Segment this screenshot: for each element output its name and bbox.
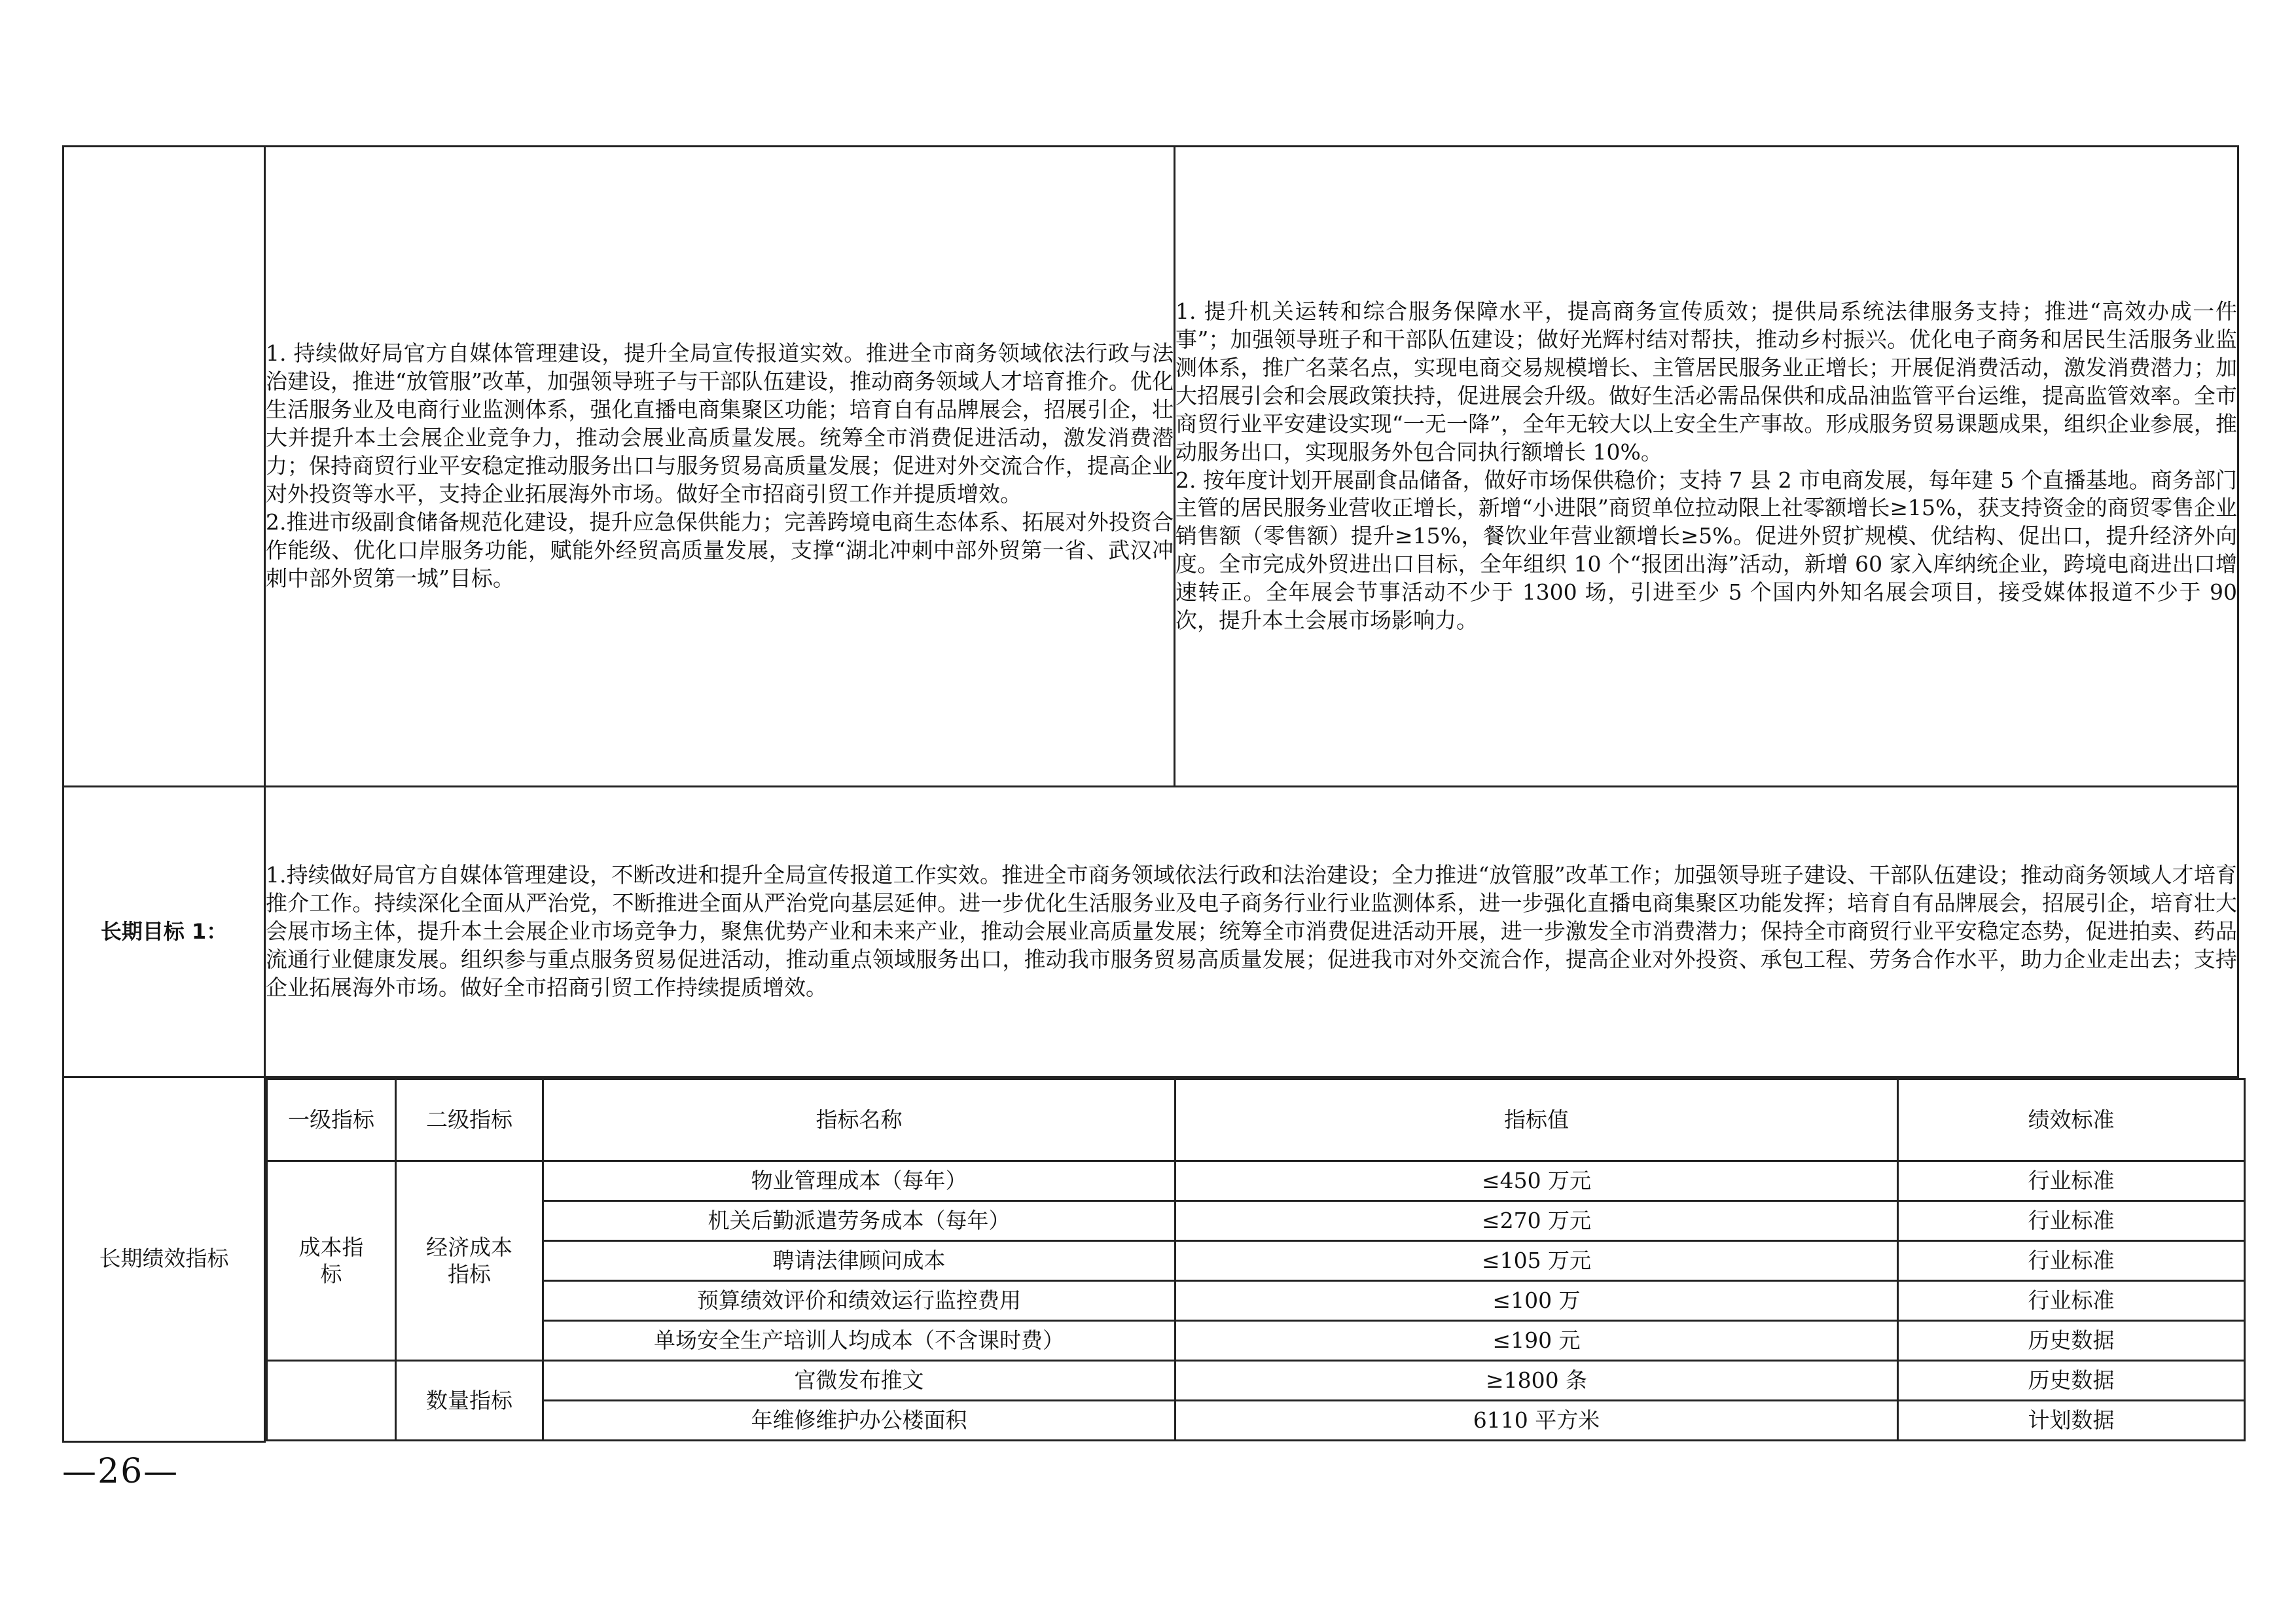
annual-goal-row xyxy=(63,147,2238,787)
quantity-level2-cell: 数量指标 xyxy=(396,1361,543,1441)
indicator-name: 机关后勤派遣劳务成本（每年） xyxy=(543,1201,1175,1241)
table-row xyxy=(267,1201,2245,1241)
indicator-table xyxy=(266,1078,2246,1441)
table-row xyxy=(267,1361,2245,1401)
header-name: 指标名称 xyxy=(543,1079,1175,1161)
indicator-name: 物业管理成本（每年） xyxy=(543,1161,1175,1201)
table-row xyxy=(267,1241,2245,1281)
header-level2: 二级指标 xyxy=(396,1079,543,1161)
indicator-value: ≤270 万元 xyxy=(1175,1201,1898,1241)
indicator-value: ≤105 万元 xyxy=(1175,1241,1898,1281)
table-row xyxy=(267,1321,2245,1361)
indicator-value: ≥1800 条 xyxy=(1175,1361,1898,1401)
header-level1: 一级指标 xyxy=(267,1079,396,1161)
performance-goal-table xyxy=(62,145,2239,1443)
annual-goal-right-paragraph-2: 2. 按年度计划开展副食品储备，做好市场保供稳价；支持 7 县 2 市电商发展，每年建 5 个直播基地。商务部门主管的居民服务业营收正增长，新增“小进限”商贸单位拉动限上社零额增长≥15%，获支持资金的商贸零售企业销售额（零售额）提升≥15%，餐饮业年营业额增长≥5%。促进外贸扩规模、优结构、促出口，提升经济外向度。全市完成外贸进出口目标，全年组织 10 个“报团出海”活动，新增 60 家入库纳统企业，跨境电商进出口增速转正。全年展会节事活动不少于 1300 场，引进至少 5 个国内外知名展会项目，接受媒体报道不少于 90 次，提升本土会展市场影响力。 xyxy=(1175,467,2237,633)
indicator-standard: 行业标准 xyxy=(1898,1201,2245,1241)
table-row xyxy=(267,1161,2245,1201)
long-term-goal-label: 长期目标 1： xyxy=(63,787,265,1077)
indicator-standard: 行业标准 xyxy=(1898,1241,2245,1281)
header-standard: 绩效标准 xyxy=(1898,1079,2245,1161)
indicator-name: 预算绩效评价和绩效运行监控费用 xyxy=(543,1281,1175,1321)
indicator-row xyxy=(63,1077,2238,1442)
annual-goal-left-paragraph-2: 2.推进市级副食储备规范化建设，提升应急保供能力；完善跨境电商生态体系、拓展对外投资合作能级、优化口岸服务功能，赋能外经贸高质量发展，支撑“湖北冲刺中部外贸第一省、武汉冲刺中部外贸第一城”目标。 xyxy=(266,509,1174,591)
indicator-standard: 行业标准 xyxy=(1898,1161,2245,1201)
indicator-value: ≤450 万元 xyxy=(1175,1161,1898,1201)
quantity-level1-cell xyxy=(267,1361,396,1441)
indicator-table-cell xyxy=(265,1077,2238,1442)
long-term-goal-row xyxy=(63,787,2238,1077)
table-row xyxy=(267,1281,2245,1321)
annual-goal-right-cell xyxy=(1175,147,2238,787)
long-term-indicator-label: 长期绩效指标 xyxy=(63,1077,265,1442)
indicator-name: 单场安全生产培训人均成本（不含课时费） xyxy=(543,1321,1175,1361)
indicator-standard: 历史数据 xyxy=(1898,1321,2245,1361)
annual-goal-right-paragraph-1: 1. 提升机关运转和综合服务保障水平，提高商务宣传质效；提供局系统法律服务支持；推进“高效办成一件事”；加强领导班子和干部队伍建设；做好光辉村结对帮扶，推动乡村振兴。优化电子商务和居民生活服务业监测体系，推广名菜名点，实现电商交易规模增长、主管居民服务业正增长；开展促消费活动，激发消费潜力；加大招展引会和会展政策扶持，促进展会升级。做好生活必需品保供和成品油监管平台运维，提高监管效率。全市商贸行业平安建设实现“一无一降”，全年无较大以上安全生产事故。形成服务贸易课题成果，组织企业参展，推动服务出口，实现服务外包合同执行额增长 10%。 xyxy=(1175,298,2237,465)
cost-level1-cell: 成本指标 xyxy=(267,1161,396,1361)
indicator-name: 官微发布推文 xyxy=(543,1361,1175,1401)
indicator-name: 年维修维护办公楼面积 xyxy=(543,1401,1175,1441)
indicator-value: ≤100 万 xyxy=(1175,1281,1898,1321)
indicator-value: 6110 平方米 xyxy=(1175,1401,1898,1441)
indicator-value: ≤190 元 xyxy=(1175,1321,1898,1361)
page-number: —26— xyxy=(62,1452,179,1491)
indicator-standard: 行业标准 xyxy=(1898,1281,2245,1321)
long-term-goal-text: 1.持续做好局官方自媒体管理建设，不断改进和提升全局宣传报道工作实效。推进全市商务领域依法行政和法治建设；全力推进“放管服”改革工作；加强领导班子建设、干部队伍建设；推动商务领域人才培育推介工作。持续深化全面从严治党，不断推进全面从严治党向基层延伸。进一步优化生活服务业及电子商务行业行业监测体系，进一步强化直播电商集聚区功能发挥；培育自有品牌展会，招展引企，培育壮大会展市场主体，提升本土会展企业市场竞争力，聚焦优势产业和未来产业，推动会展业高质量发展；统筹全市消费促进活动开展，进一步激发全市消费潜力；保持全市商贸行业平安稳定态势，促进拍卖、药品流通行业健康发展。组织参与重点服务贸易促进活动，推动重点领域服务出口，推动我市服务贸易高质量发展；促进我市对外交流合作，提高企业对外投资、承包工程、劳务合作水平，助力企业走出去；支持企业拓展海外市场。做好全市招商引贸工作持续提质增效。 xyxy=(265,787,2238,1077)
indicator-standard: 历史数据 xyxy=(1898,1361,2245,1401)
header-value: 指标值 xyxy=(1175,1079,1898,1161)
indicator-header-row xyxy=(267,1079,2245,1161)
cost-level2-cell: 经济成本指标 xyxy=(396,1161,543,1361)
annual-goal-left-paragraph-1: 1. 持续做好局官方自媒体管理建设，提升全局宣传报道实效。推进全市商务领域依法行政与法治建设，推进“放管服”改革，加强领导班子与干部队伍建设，推动商务领域人才培育推介。优化生活服务业及电商行业监测体系，强化直播电商集聚区功能；培育自有品牌展会，招展引企，壮大并提升本土会展企业竞争力，推动会展业高质量发展。统筹全市消费促进活动，激发消费潜力；保持商贸行业平安稳定推动服务出口与服务贸易高质量发展；促进对外交流合作，提高企业对外投资等水平，支持企业拓展海外市场。做好全市招商引贸工作并提质增效。 xyxy=(266,340,1174,507)
indicator-standard: 计划数据 xyxy=(1898,1401,2245,1441)
table-row xyxy=(267,1401,2245,1441)
indicator-name: 聘请法律顾问成本 xyxy=(543,1241,1175,1281)
empty-label-cell xyxy=(63,147,265,787)
annual-goal-left-cell xyxy=(265,147,1175,787)
